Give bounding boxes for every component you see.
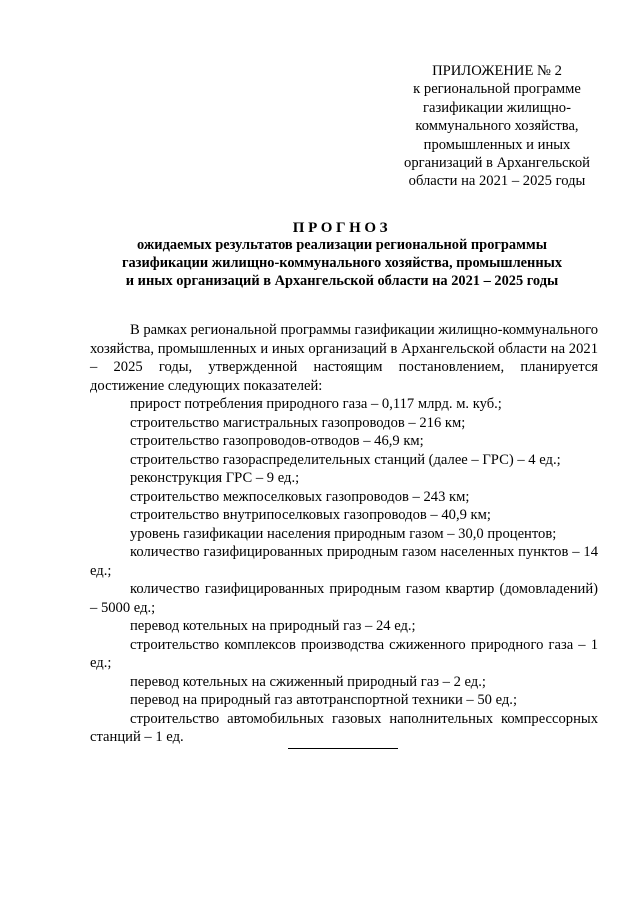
appendix-line: организаций в Архангельской <box>404 155 590 172</box>
intro-paragraph: В рамках региональной программы газификации жилищно-коммунального хозяйства, промышленных и иных организаций в Архангельской области на 2021 – 2025 годы, утвержденной настоящим постановлением, планируется достижение следующих показателей: <box>90 322 598 394</box>
indicator-item: строительство внутрипоселковых газопроводов – 40,9 км; <box>130 507 491 523</box>
appendix-number: ПРИЛОЖЕНИЕ № 2 <box>432 63 562 79</box>
appendix-line: коммунального хозяйства, <box>415 118 579 135</box>
appendix-line: газификации жилищно- <box>423 99 571 116</box>
indicator-item: реконструкция ГРС – 9 ед.; <box>130 470 300 486</box>
indicator-item: прирост потребления природного газа – 0,117 млрд. м. куб.; <box>130 396 502 412</box>
appendix-header <box>392 62 602 191</box>
indicator-item: строительство газопроводов-отводов – 46,9 км; <box>130 433 424 449</box>
appendix-line: области на 2021 – 2025 годы <box>408 173 586 190</box>
indicator-item: строительство автомобильных газовых наполнительных компрессорных станций – 1 ед. <box>90 710 598 745</box>
indicator-item: уровень газификации населения природным газом – 30,0 процентов; <box>130 525 557 542</box>
appendix-line: к региональной программе <box>413 81 581 98</box>
indicator-item: перевод на природный газ автотранспортной техники – 50 ед.; <box>130 692 517 708</box>
appendix-line: промышленных и иных <box>423 136 571 153</box>
indicator-item: количество газифицированных природным газом населенных пунктов – 14 ед.; <box>90 544 598 579</box>
subtitle-line: газификации жилищно-коммунального хозяйства, промышленных <box>121 255 563 271</box>
closing-divider <box>288 748 398 749</box>
subtitle-line: и иных организаций в Архангельской области на 2021 – 2025 годы <box>125 273 559 289</box>
document-subtitle <box>80 236 604 290</box>
indicator-item: количество газифицированных природным газом квартир (домовладений) – 5000 ед.; <box>90 581 598 616</box>
indicator-item: перевод котельных на природный газ – 24 ед.; <box>130 618 416 634</box>
indicator-item: строительство межпоселковых газопроводов – 243 км; <box>130 488 470 505</box>
indicator-item: перевод котельных на сжиженный природный газ – 2 ед.; <box>130 673 486 690</box>
indicator-item: строительство магистральных газопроводов – 216 км; <box>130 414 466 431</box>
indicator-item: строительство газораспределительных станций (далее – ГРС) – 4 ед.; <box>130 451 561 468</box>
document-body <box>90 321 598 747</box>
indicator-item: строительство комплексов производства сжиженного природного газа – 1 ед.; <box>90 636 598 671</box>
subtitle-line: ожидаемых результатов реализации региональной программы <box>137 237 547 253</box>
document-title: ПРОГНОЗ <box>292 220 392 236</box>
